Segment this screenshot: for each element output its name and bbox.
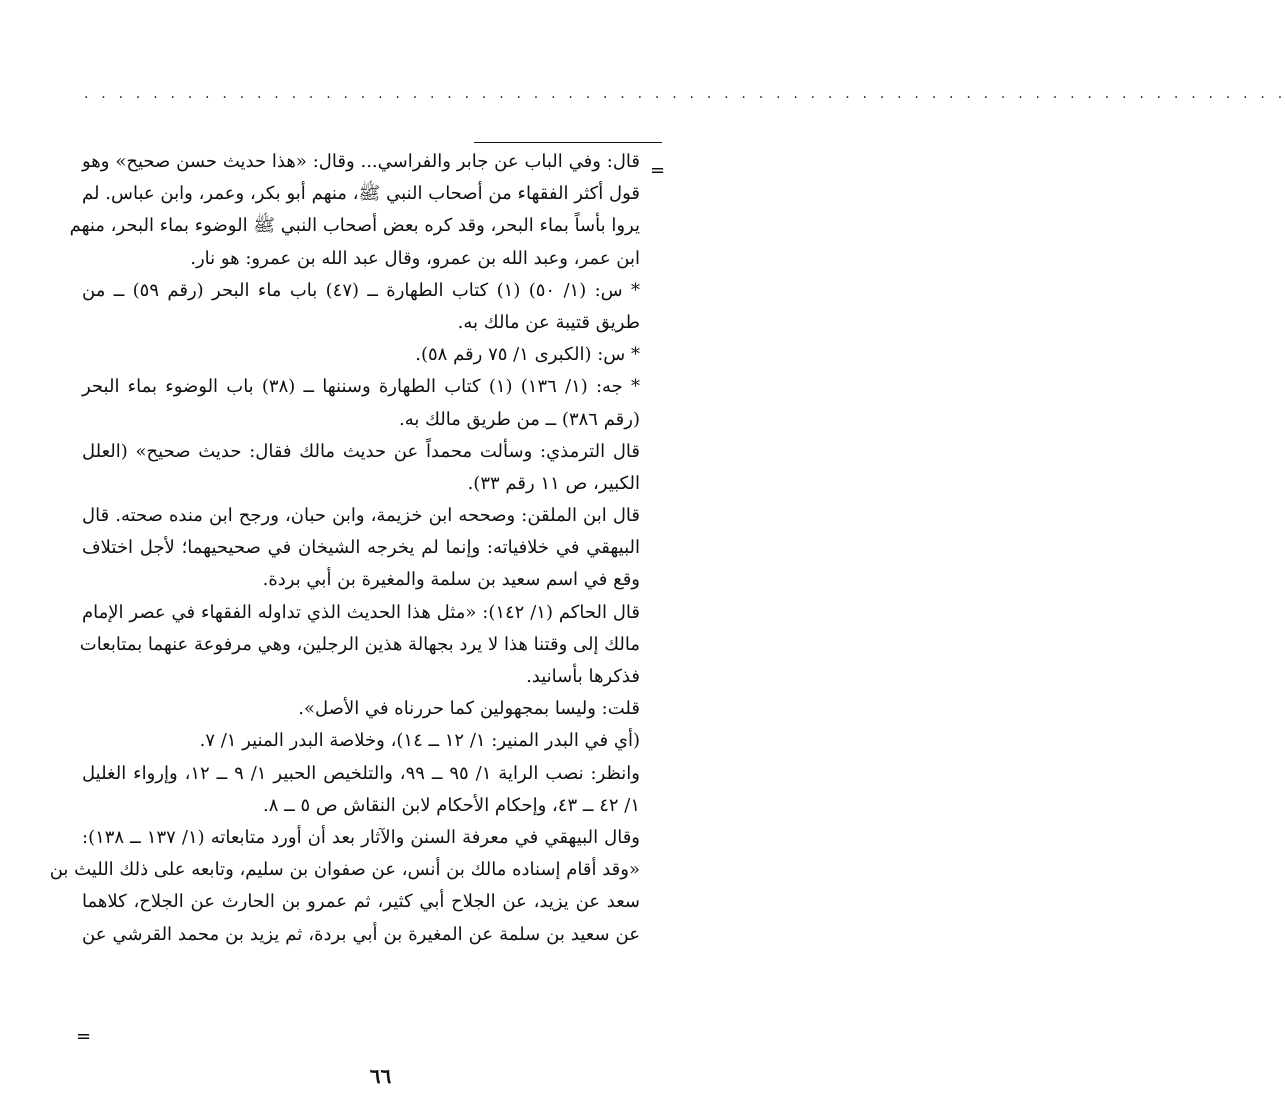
continuation-mark-end: = xyxy=(76,1026,92,1047)
text-line: قلت: وليسا بمجهولين كما حررناه في الأصل». xyxy=(298,698,640,720)
text-line: قال الترمذي: وسألت محمداً عن حديث مالك فقال: حديث صحيح» (العلل xyxy=(82,440,640,462)
text-line: * س: (الكبرى ١/ ٧٥ رقم ٥٨). xyxy=(415,344,640,366)
text-line: * جه: (١/ ١٣٦) (١) كتاب الطهارة وسننها ــ (٣٨) باب الوضوء بماء البحر xyxy=(82,376,640,398)
text-line: وانظر: نصب الراية ١/ ٩٥ ــ ٩٩، والتلخيص الحبير ١/ ٩ ــ ١٢، وإرواء الغليل xyxy=(82,762,640,784)
text-line: البيهقي في خلافياته: وإنما لم يخرجه الشيخان في صحيحيهما؛ لأجل اختلاف xyxy=(82,537,640,559)
text-line: قال: وفي الباب عن جابر والفراسي... وقال: «هذا حديث حسن صحيح» وهو xyxy=(82,151,640,172)
text-line: قول أكثر الفقهاء من أصحاب النبي ﷺ، منهم أبو بكر، وعمر، وابن عباس. لم xyxy=(82,183,640,205)
footnote-rule xyxy=(474,142,662,143)
text-line: وقال البيهقي في معرفة السنن والآثار بعد أن أورد متابعاته (١/ ١٣٧ ــ ١٣٨): xyxy=(82,826,641,848)
text-line: ابن عمر، وعبد الله بن عمرو، وقال عبد الله بن عمرو: هو نار. xyxy=(190,247,640,269)
text-line: * س: (١/ ٥٠) (١) كتاب الطهارة ــ (٤٧) باب ماء البحر (رقم ٥٩) ــ من xyxy=(82,279,640,301)
text-line: ١/ ٤٢ ــ ٤٣، وإحكام الأحكام لابن النقاش ص ٥ ــ ٨. xyxy=(263,794,640,816)
text-line: قال الحاكم (١/ ١٤٢): «مثل هذا الحديث الذي تداوله الفقهاء في عصر الإمام xyxy=(82,601,640,623)
text-line: (أي في البدر المنير: ١/ ١٢ ــ ١٤)، وخلاصة البدر المنير ١/ ٧. xyxy=(199,730,640,752)
text-line: وقع في اسم سعيد بن سلمة والمغيرة بن أبي بردة. xyxy=(262,569,640,591)
footnote-body xyxy=(49,146,641,951)
text-line: الكبير، ص ١١ رقم ٣٣). xyxy=(467,472,640,494)
text-line: طريق قتيبة عن مالك به. xyxy=(457,311,640,333)
text-line: فذكرها بأسانيد. xyxy=(526,666,640,687)
page-number: ٦٦ xyxy=(369,1064,392,1088)
text-line: (رقم ٣٨٦) ــ من طريق مالك به. xyxy=(398,408,640,430)
separator-dots: · · · · · · · · · · · · · · · · · · · · · · · · · · · · · · · · · · · · · · · · · · · · · · · · · · · · · · · · · · · · · · · · · · · · · · xyxy=(84,90,1286,106)
text-line: سعد عن يزيد، عن الجلاح أبي كثير، ثم عمرو بن الحارث عن الجلاح، كلاهما xyxy=(82,891,640,913)
text-line: «وقد أقام إسناده مالك بن أنس، عن صفوان بن سليم، وتابعه على ذلك الليث بن xyxy=(49,859,640,881)
text-line: قال ابن الملقن: وصححه ابن خزيمة، وابن حبان، ورجح ابن منده صحته. قال xyxy=(82,505,640,527)
continuation-mark-start: = xyxy=(650,160,666,181)
text-line: مالك إلى وقتنا هذا لا يرد بجهالة هذين الرجلين، وهي مرفوعة عنهما بمتابعات xyxy=(79,633,640,655)
text-line: عن سعيد بن سلمة عن المغيرة بن أبي بردة، ثم يزيد بن محمد القرشي عن xyxy=(82,923,640,945)
text-line: يروا بأساً بماء البحر، وقد كره بعض أصحاب النبي ﷺ الوضوء بماء البحر، منهم xyxy=(69,215,640,237)
